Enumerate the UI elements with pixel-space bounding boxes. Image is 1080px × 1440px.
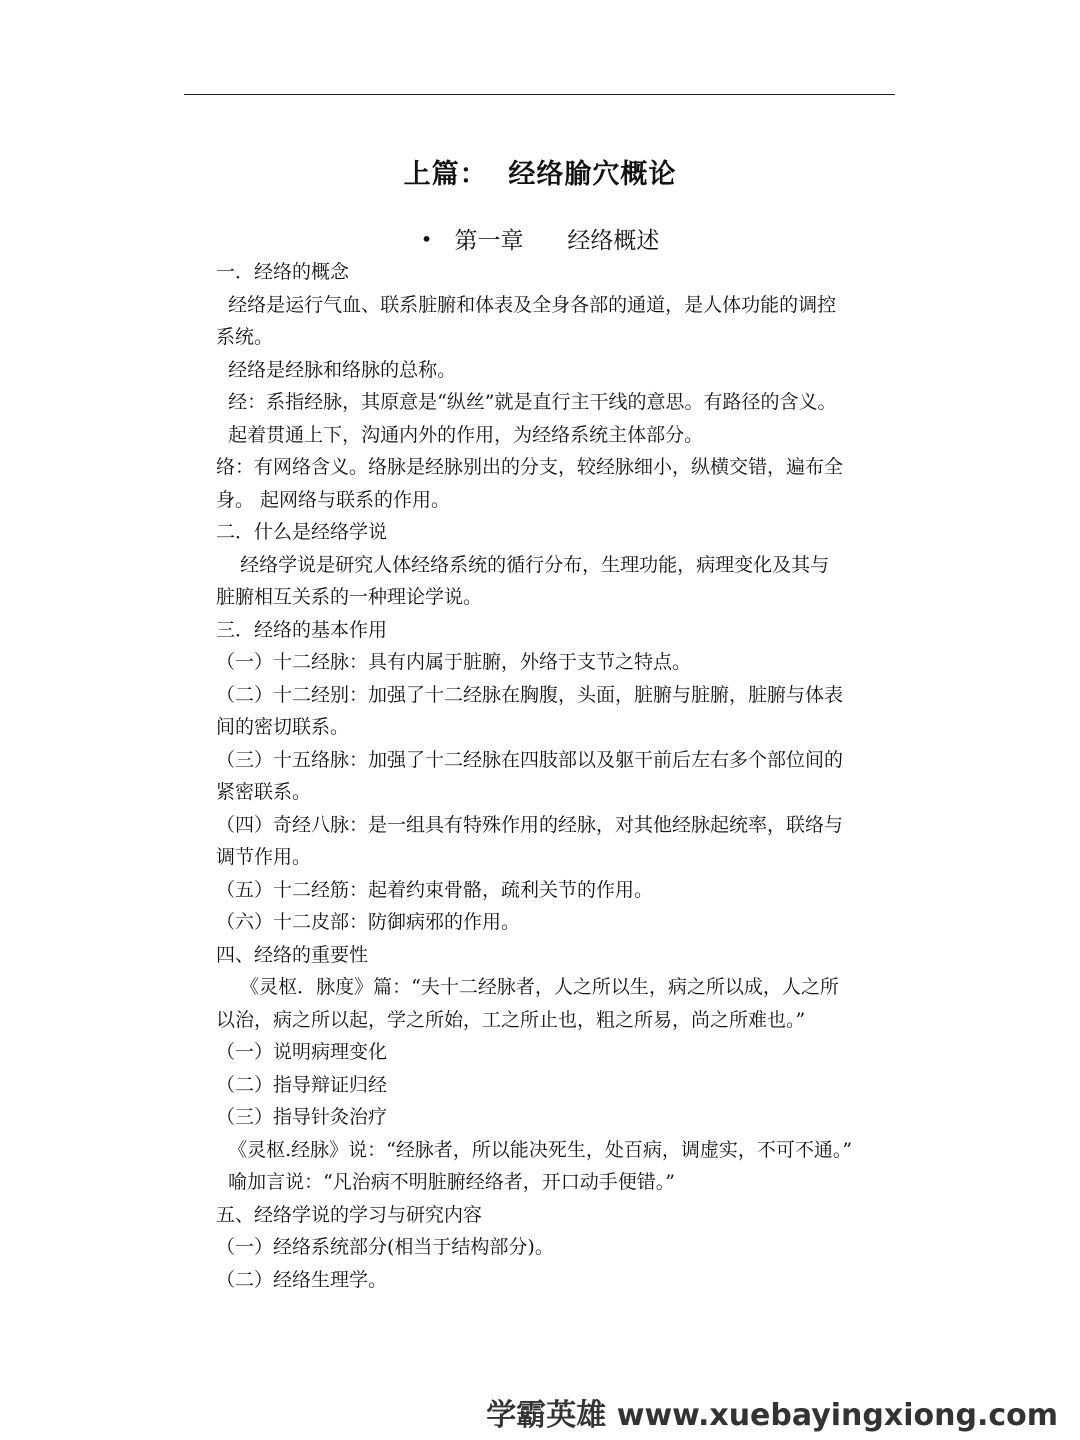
list-item: （一）十二经脉：具有内属于脏腑，外络于支节之特点。 bbox=[216, 651, 692, 673]
list-item-continuation: 紧密联系。 bbox=[216, 781, 312, 803]
quote-line: 《灵枢．脉度》篇：“夫十二经脉者，人之所以生，病之所以成，人之所 bbox=[216, 976, 839, 998]
list-item: （一）说明病理变化 bbox=[216, 1041, 388, 1063]
list-item: （五）十二经筋：起着约束骨骼，疏利关节的作用。 bbox=[216, 878, 654, 901]
section-heading: 三．经络的基本作用 bbox=[216, 618, 388, 641]
part-title: 上篇： 经络腧穴概论 bbox=[403, 159, 677, 190]
paragraph-line: 经络是运行气血、联系脏腑和体表及全身各部的通道，是人体功能的调控 bbox=[216, 293, 837, 316]
paragraph-line: 身。 起网络与联系的作用。 bbox=[216, 488, 451, 511]
list-item-continuation: 调节作用。 bbox=[216, 846, 312, 868]
section-heading: 五、经络学说的学习与研究内容 bbox=[216, 1203, 483, 1226]
list-item: （三）十五络脉：加强了十二经脉在四肢部以及躯干前后左右多个部位间的 bbox=[216, 748, 844, 771]
chapter-title: 第一章 经络概述 bbox=[454, 228, 660, 254]
quote-line: 以治，病之所以起，学之所始，工之所止也，粗之所易，尚之所难也。” bbox=[216, 1008, 806, 1031]
list-item: （三）指导针灸治疗 bbox=[216, 1106, 388, 1128]
list-item: （四）奇经八脉：是一组具有特殊作用的经脉，对其他经脉起统率，联络与 bbox=[216, 813, 844, 836]
section-heading: 四、经络的重要性 bbox=[216, 943, 369, 966]
paragraph-line: 起着贯通上下，沟通内外的作用，为经络系统主体部分。 bbox=[216, 423, 704, 446]
quote-line: 喻加言说：“凡治病不明脏腑经络者，开口动手便错。” bbox=[216, 1171, 676, 1193]
list-item: （一）经络系统部分(相当于结构部分)。 bbox=[216, 1236, 554, 1258]
list-item: （二）指导辩证归经 bbox=[216, 1073, 388, 1096]
header-rule bbox=[184, 94, 895, 95]
document-body bbox=[216, 256, 898, 1296]
paragraph-line: 络：有网络含义。络脉是经脉别出的分支，较经脉细小，纵横交错，遍布全 bbox=[216, 456, 844, 478]
list-item-continuation: 间的密切联系。 bbox=[216, 716, 350, 738]
paragraph-line: 脏腑相互关系的一种理论学说。 bbox=[216, 586, 483, 608]
list-item: （六）十二皮部：防御病邪的作用。 bbox=[216, 911, 521, 933]
section-heading: 一．经络的概念 bbox=[216, 261, 350, 283]
list-item: （二）十二经别：加强了十二经脉在胸腹，头面，脏腑与脏腑，脏腑与体表 bbox=[216, 683, 844, 706]
paragraph-line: 系统。 bbox=[216, 326, 274, 348]
paragraph-line: 经：系指经脉，其原意是“纵丝”就是直行主干线的意思。有路径的含义。 bbox=[216, 391, 837, 413]
watermark: 学霸英雄 www.xuebayingxiong.com bbox=[486, 1398, 1058, 1433]
paragraph-line: 经络学说是研究人体经络系统的循行分布，生理功能，病理变化及其与 bbox=[216, 553, 830, 576]
chapter-bullet: • bbox=[420, 227, 433, 251]
paragraph-line: 经络是经脉和络脉的总称。 bbox=[216, 358, 457, 381]
quote-line: 《灵枢.经脉》说：“经脉者，所以能决死生，处百病，调虚实，不可不通。” bbox=[216, 1138, 853, 1161]
list-item: （二）经络生理学。 bbox=[216, 1268, 388, 1291]
section-heading: 二．什么是经络学说 bbox=[216, 521, 388, 543]
chapter-heading bbox=[0, 222, 1080, 255]
